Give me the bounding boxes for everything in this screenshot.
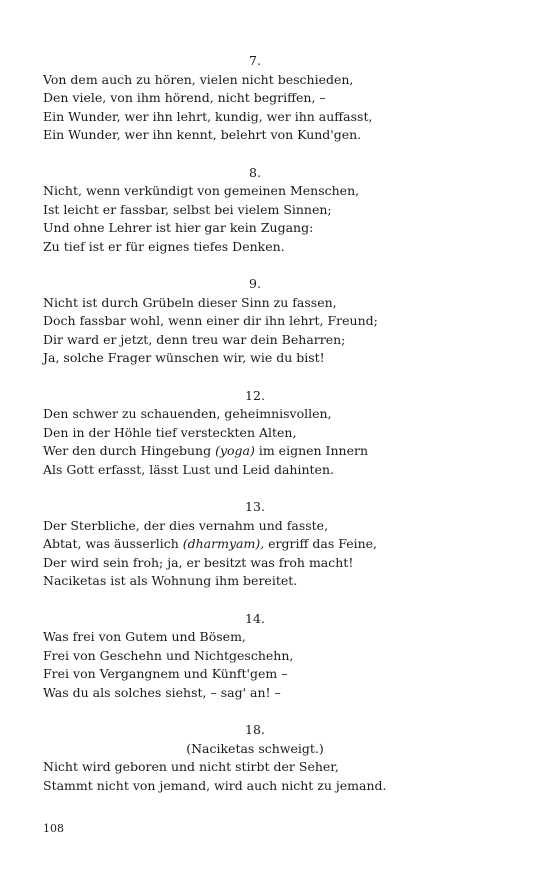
verse-line: Zu tief ist er für eignes tiefes Denken. [43, 238, 285, 254]
verse-line: Nicht ist durch Grübeln dieser Sinn zu fassen, [43, 294, 337, 310]
verse-line: Nicht, wenn verkündigt von gemeinen Menschen, [43, 183, 360, 198]
verse-line: Den in der Höhle tief versteckten Alten, [43, 424, 297, 440]
stanza-7 [43, 52, 467, 145]
stanza-14 [43, 610, 467, 703]
verse-text: Abtat, was äusserlich [43, 536, 183, 551]
verse-line: Den schwer zu schauenden, geheimnisvollen, [43, 406, 332, 421]
verse-line: Ein Wunder, wer ihn kennt, belehrt von Kund'gen. [43, 127, 362, 142]
poem-page [43, 52, 467, 814]
verse-line: Und ohne Lehrer ist hier gar kein Zugang: [43, 220, 314, 235]
stanza-number: 18. [245, 722, 265, 737]
stanza-13 [43, 498, 467, 591]
verse-line: Frei von Geschehn und Nichtgeschehn, [43, 647, 294, 663]
stanza-number: 8. [249, 164, 261, 180]
sanskrit-term: (yoga) [215, 443, 255, 458]
stanza-8 [43, 164, 467, 257]
page-number: 108 [43, 822, 64, 835]
verse-line: Als Gott erfasst, lässt Lust und Leid dahinten. [43, 461, 334, 477]
verse-line: Ja, solche Frager wünschen wir, wie du bist! [43, 350, 325, 365]
stanza-12 [43, 387, 467, 480]
stanza-9 [43, 275, 467, 368]
verse-line: Was frei von Gutem und Bösem, [43, 629, 246, 644]
verse-line: Doch fassbar wohl, wenn einer dir ihn lehrt, Freund; [43, 313, 378, 328]
stage-direction: (Naciketas schweigt.) [186, 740, 324, 756]
verse-line: Der wird sein froh; ja, er besitzt was froh macht! [43, 554, 354, 570]
verse-line: Dir ward er jetzt, denn treu war dein Beharren; [43, 331, 346, 347]
verse-line: Was du als solches siehst, – sag' an! – [43, 684, 281, 700]
verse-line: Ein Wunder, wer ihn lehrt, kundig, wer ihn auffasst, [43, 108, 373, 124]
verse-line: Naciketas ist als Wohnung ihm bereitet. [43, 573, 298, 588]
verse-line: Von dem auch zu hören, vielen nicht beschieden, [43, 71, 354, 87]
stanza-number: 13. [245, 499, 265, 514]
stanza-number: 12. [245, 387, 265, 403]
verse-line: Der Sterbliche, der dies vernahm und fasste, [43, 517, 329, 533]
stanza-number: 9. [249, 276, 261, 291]
verse-line [43, 442, 467, 461]
verse-line [43, 535, 467, 554]
verse-line: Ist leicht er fassbar, selbst bei vielem Sinnen; [43, 201, 332, 217]
verse-line: Den viele, von ihm hörend, nicht begriffen, – [43, 90, 326, 105]
verse-line: Frei von Vergangnem und Künft'gem – [43, 666, 288, 681]
verse-text: ergriff das Feine, [264, 536, 378, 551]
stanza-number: 7. [249, 53, 261, 68]
verse-line: Nicht wird geboren und nicht stirbt der Seher, [43, 759, 339, 774]
verse-line: Stammt nicht von jemand, wird auch nicht zu jemand. [43, 777, 387, 793]
stanza-18 [43, 721, 467, 795]
verse-text: Wer den durch Hingebung [43, 443, 216, 458]
verse-text: im eignen Innern [254, 443, 369, 458]
sanskrit-term: (dharmyam), [182, 536, 265, 551]
stanza-number: 14. [245, 610, 265, 626]
